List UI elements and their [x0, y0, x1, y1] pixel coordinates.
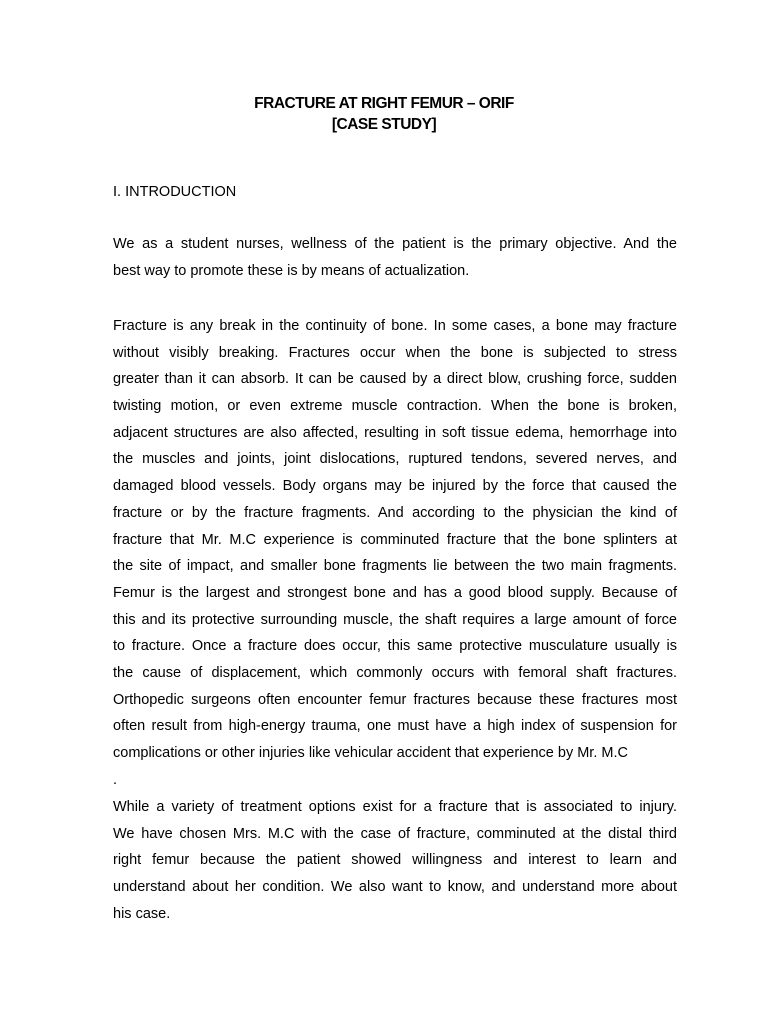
paragraph-line: Femur is the largest and strongest bone and has a good blood supply. Because of	[113, 584, 677, 601]
paragraph-line: the cause of displacement, which commonly occurs with femoral shaft fractures.	[113, 664, 677, 681]
paragraph-case-selection	[113, 797, 677, 930]
paragraph-line: We as a student nurses, wellness of the patient is the primary objective. And the	[113, 236, 677, 252]
paragraph-line: complications or other injuries like vehicular accident that experience by Mr. M.C	[113, 745, 628, 761]
paragraph-line: greater than it can absorb. It can be caused by a direct blow, crushing force, sudden	[113, 371, 677, 388]
paragraph-line: While a variety of treatment options exist for a fracture that is associated to injury.	[113, 799, 677, 815]
paragraph-line: to fracture. Once a fracture does occur, this same protective musculature usually is	[113, 638, 677, 655]
paragraph-line: the site of impact, and smaller bone fragments lie between the two main fragments.	[113, 558, 677, 575]
section-heading: I. INTRODUCTION	[113, 184, 237, 200]
paragraph-line: this and its protective surrounding muscle, the shaft requires a large amount of force	[113, 611, 677, 628]
paragraph-line: adjacent structures are also affected, resulting in soft tissue edema, hemorrhage into	[113, 424, 677, 441]
paragraph-line: right femur because the patient showed willingness and interest to learn and	[113, 852, 677, 869]
paragraph-line: best way to promote these is by means of actualization.	[113, 262, 470, 279]
paragraph-line: Orthopedic surgeons often encounter femur fractures because these fractures most	[113, 691, 677, 708]
paragraph-line: often result from high-energy trauma, one must have a high index of suspension for	[113, 718, 677, 735]
paragraph-line: fracture or by the fracture fragments. And according to the physician the kind of	[113, 504, 677, 521]
stray-period: .	[113, 772, 118, 788]
document-title: FRACTURE AT RIGHT FEMUR – ORIF	[254, 95, 514, 112]
paragraph-line: understand about her condition. We also want to know, and understand more about	[113, 879, 677, 896]
paragraph-line: fracture that Mr. M.C experience is comminuted fracture that the bone splinters at	[113, 531, 677, 548]
paragraph-line: without visibly breaking. Fractures occur when the bone is subjected to stress	[113, 344, 677, 361]
paragraph-line: twisting motion, or even extreme muscle contraction. When the bone is broken,	[113, 398, 677, 415]
paragraph-line: his case.	[113, 905, 171, 922]
document-subtitle: [CASE STUDY]	[331, 116, 437, 133]
paragraph-line: We have chosen Mrs. M.C with the case of fracture, comminuted at the distal third	[113, 825, 677, 842]
paragraph-line: damaged blood vessels. Body organs may be injured by the force that caused the	[113, 478, 677, 495]
paragraph-line: Fracture is any break in the continuity of bone. In some cases, a bone may fracture	[113, 318, 677, 334]
paragraph-line: the muscles and joints, joint dislocations, ruptured tendons, severed nerves, and	[113, 451, 677, 468]
paragraph-intro	[113, 234, 677, 287]
paragraph-fracture-definition	[113, 316, 677, 770]
